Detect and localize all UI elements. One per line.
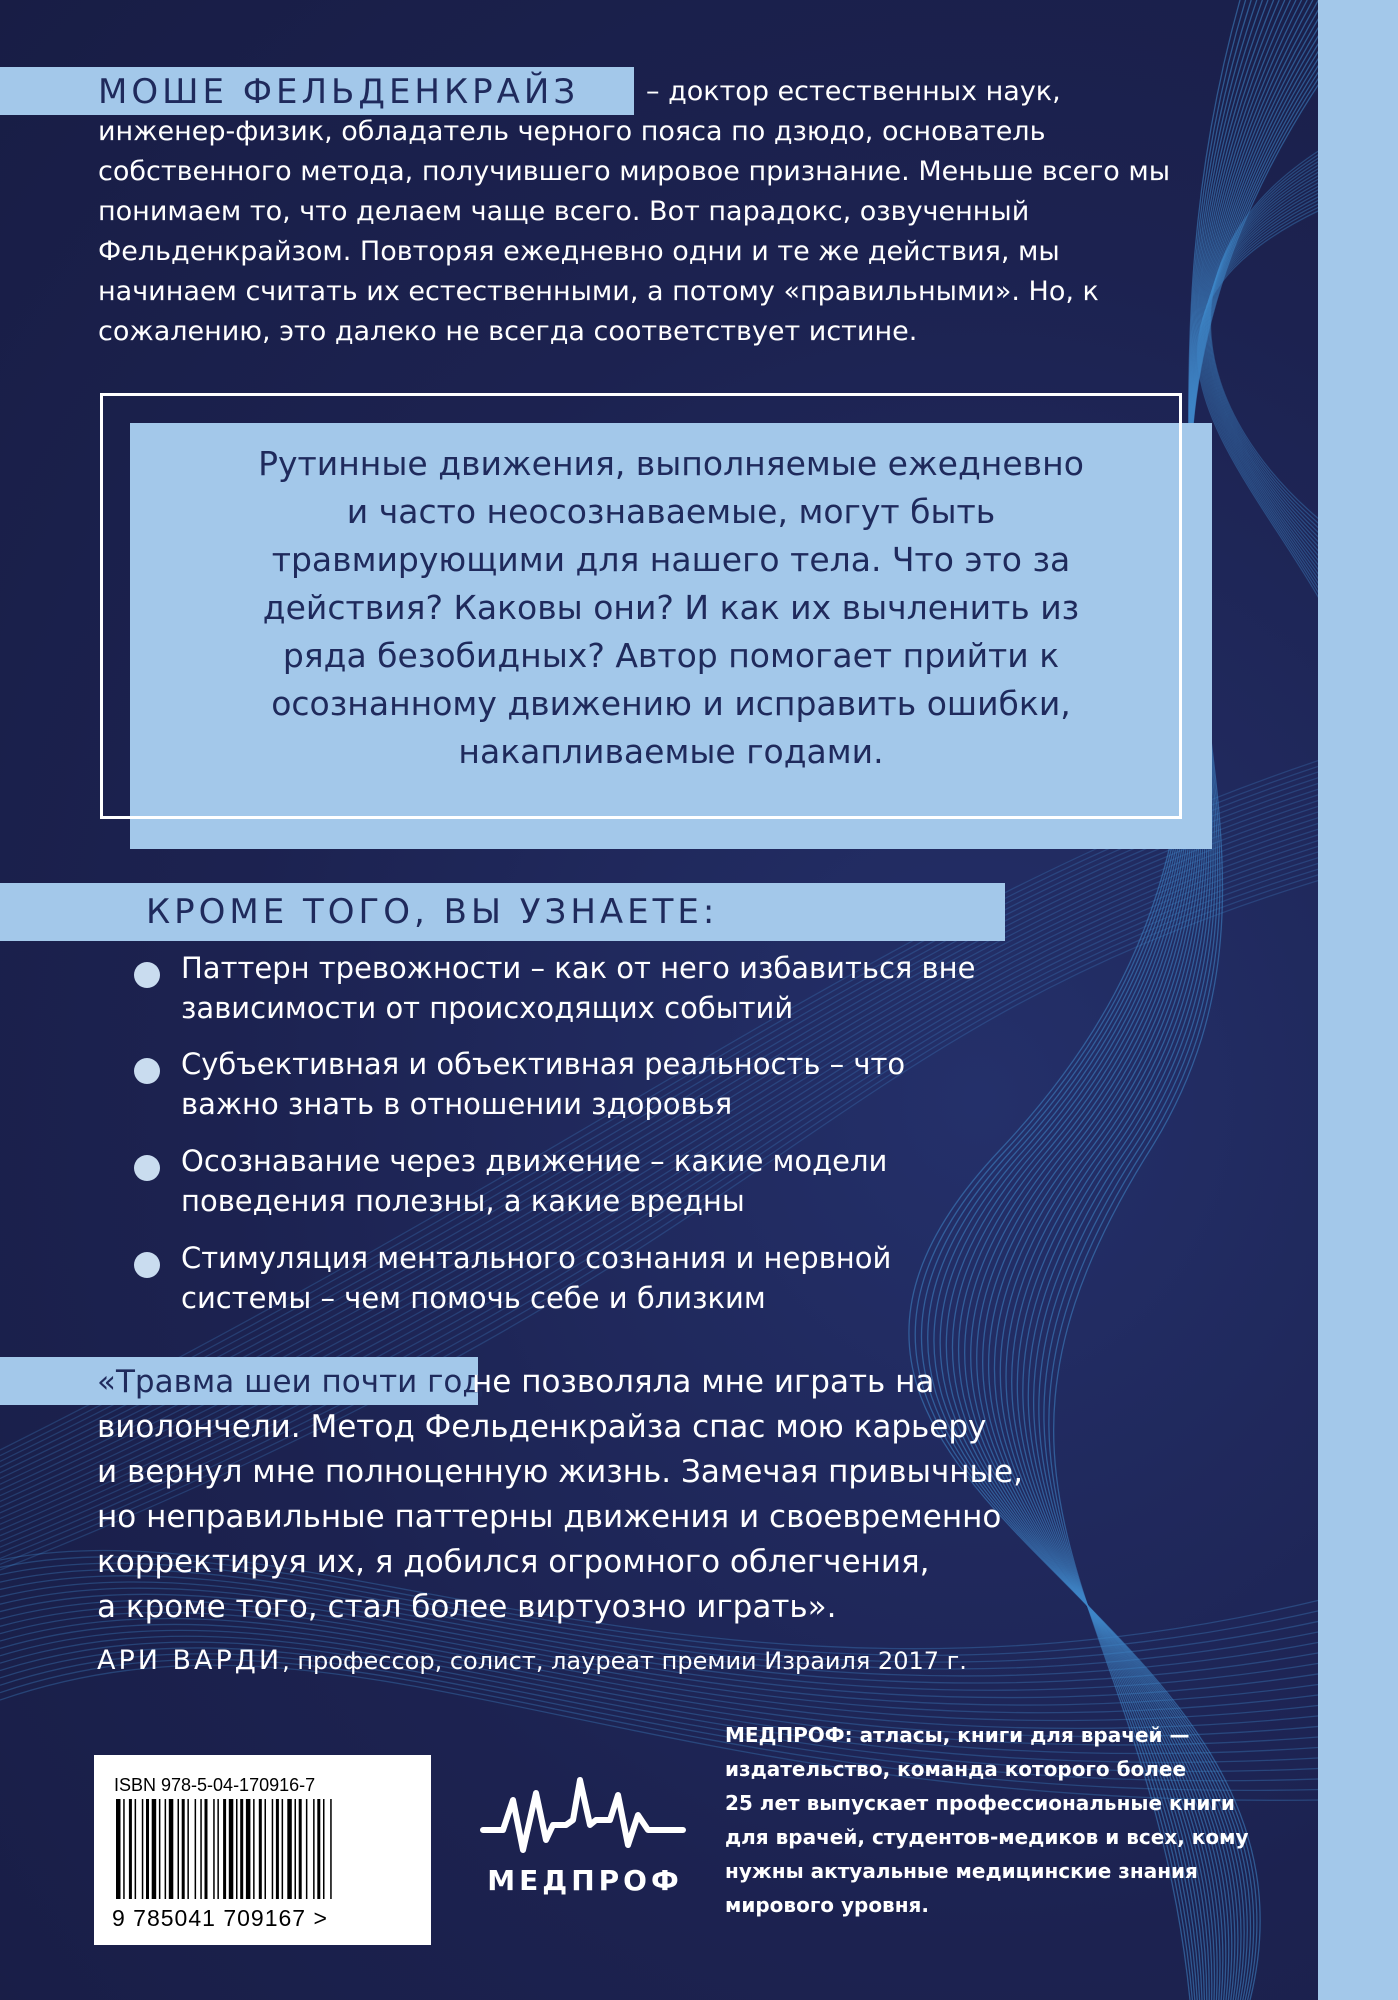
cover-spine — [1318, 0, 1398, 2000]
author-name-bar — [0, 67, 634, 115]
list-item-line: поведения полезны, а какие вредны — [181, 1184, 745, 1218]
list-item-line: Субъективная и объективная реальность – что — [181, 1047, 906, 1081]
learn-title: КРОМЕ ТОГО, ВЫ УЗНАЕТЕ: — [146, 892, 719, 932]
intro-line: сожалению, это далеко не всегда соответствует истине. — [98, 316, 918, 347]
publisher-line: нужны актуальные медицинские знания — [725, 1859, 1198, 1883]
quote-highlight: «Травма шеи почти год — [97, 1364, 484, 1400]
quote-line: а кроме того, стал более виртуозно играть». — [97, 1589, 837, 1625]
list-item-text — [181, 1238, 1081, 1318]
quote-line: виолончели. Метод Фельденкрайза спас мою карьеру — [97, 1409, 987, 1445]
quote-line: корректируя их, я добился огромного облегчения, — [97, 1544, 930, 1580]
callout-line: накапливаемые годами. — [458, 732, 884, 771]
list-item-text — [181, 1141, 1081, 1221]
isbn-barcode-box — [94, 1755, 431, 1945]
intro-line: Фельденкрайзом. Повторяя ежедневно одни и те же действия, мы — [98, 236, 1060, 267]
learn-title-bar — [0, 883, 1005, 941]
author-name: МОШЕ ФЕЛЬДЕНКРАЙЗ — [98, 72, 580, 112]
bullet-dot-icon — [134, 1058, 160, 1084]
quote-line: но неправильные паттерны движения и своевременно — [97, 1499, 1002, 1535]
intro-line: собственного метода, получившего мировое признание. Меньше всего мы — [98, 156, 1171, 187]
callout-line: ряда безобидных? Автор помогает прийти к — [282, 636, 1060, 675]
list-item-line: зависимости от происходящих событий — [181, 991, 794, 1025]
callout-line: и часто неосознаваемые, могут быть — [346, 492, 996, 531]
publisher-line: издательство, команда которого более — [725, 1757, 1187, 1781]
bullet-dot-icon — [134, 1252, 160, 1278]
callout-line: действия? Каковы они? И как их вычленить из — [262, 588, 1080, 627]
quote-attribution — [97, 1645, 967, 1676]
publisher-line: МЕДПРОФ: атласы, книги для врачей — — [725, 1723, 1190, 1747]
isbn-number: ISBN 978-5-04-170916-7 — [114, 1775, 316, 1795]
barcode-icon — [114, 1799, 414, 1899]
publisher-line: мирового уровня. — [725, 1893, 929, 1917]
list-item-text — [181, 1044, 1081, 1124]
intro-line: начинаем считать их естественными, а потому «правильными». Но, к — [98, 276, 1099, 307]
list-item-line: системы – чем помочь себе и близким — [181, 1281, 766, 1315]
callout-line: осознанному движению и исправить ошибки, — [271, 684, 1071, 723]
list-item-text — [181, 948, 1081, 1028]
list-item-line: важно знать в отношении здоровья — [181, 1087, 733, 1121]
quote-line: и вернул мне полноценную жизнь. Замечая привычные, — [97, 1454, 1023, 1490]
publisher-line: для врачей, студентов-медиков и всех, кому — [725, 1825, 1249, 1849]
intro-line: понимаем то, что делаем чаще всего. Вот парадокс, озвученный — [98, 196, 1030, 227]
barcode-digits: 9 785041 709167 > — [112, 1905, 328, 1931]
logo-wordmark: МЕДПРОФ — [487, 1864, 683, 1897]
callout-line: травмирующими для нашего тела. Что это за — [271, 540, 1071, 579]
attribution-details: , профессор, солист, лауреат премии Израиля 2017 г. — [282, 1647, 967, 1675]
callout-text — [130, 440, 1212, 776]
intro-line: инженер-физик, обладатель черного пояса по дзюдо, основатель — [98, 116, 1046, 147]
attribution-name: АРИ ВАРДИ — [97, 1645, 283, 1676]
callout-line: Рутинные движения, выполняемые ежедневно — [258, 444, 1084, 483]
bullet-dot-icon — [134, 962, 160, 988]
list-item-line: Стимуляция ментального сознания и нервной — [181, 1241, 892, 1275]
list-item-line: Осознавание через движение – какие модели — [181, 1144, 888, 1178]
list-item-line: Паттерн тревожности – как от него избавиться вне — [181, 951, 976, 985]
quote-line: не позволяла мне играть на — [472, 1364, 935, 1400]
publisher-line: 25 лет выпускает профессиональные книги — [725, 1791, 1235, 1815]
bullet-dot-icon — [134, 1155, 160, 1181]
intro-line: – доктор естественных наук, — [646, 76, 1061, 107]
